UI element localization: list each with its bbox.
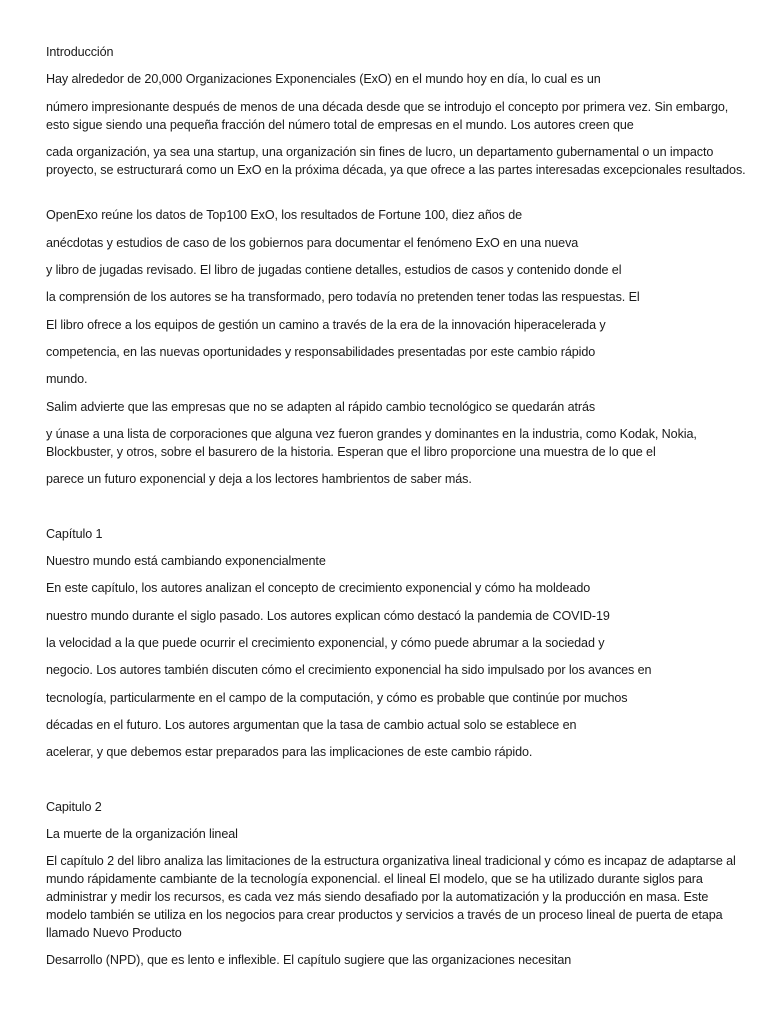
section-heading-introduccion: Introducción [46,45,114,59]
paragraph: competencia, en las nuevas oportunidades y responsabilidades presentadas por este cambio rápido [46,345,596,359]
paragraph: En este capítulo, los autores analizan el concepto de crecimiento exponencial y cómo ha moldeado [46,581,591,595]
paragraph: Salim advierte que las empresas que no se adapten al rápido cambio tecnológico se quedarán atrás [46,400,596,414]
paragraph: cada organización, ya sea una startup, una organización sin fines de lucro, un departamento gubernamental o un impacto proyecto, se estructurará como un ExO en la próxima década, ya que ofrece a las partes interesadas excepcionales resultados. [46,145,746,177]
paragraph: Desarrollo (NPD), que es lento e inflexible. El capítulo sugiere que las organizaciones necesitan [46,953,572,967]
paragraph: parece un futuro exponencial y deja a los lectores hambrientos de saber más. [46,472,472,486]
paragraph: décadas en el futuro. Los autores argumentan que la tasa de cambio actual solo se establece en [46,718,577,732]
paragraph: tecnología, particularmente en el campo de la computación, y cómo es probable que continúe por muchos [46,691,628,705]
paragraph: OpenExo reúne los datos de Top100 ExO, los resultados de Fortune 100, diez años de [46,208,523,222]
paragraph: y únase a una lista de corporaciones que alguna vez fueron grandes y dominantes en la industria, como Kodak, Nokia, Blockbuster, y otros, sobre el basurero de la historia. Esperan que el libro proporcione una muestra de lo que el [46,427,697,459]
paragraph: mundo. [46,372,88,386]
paragraph: la comprensión de los autores se ha transformado, pero todavía no pretenden tener todas las respuestas. El [46,290,640,304]
chapter-heading-1: Capítulo 1 [46,527,103,541]
chapter-title-1: Nuestro mundo está cambiando exponencialmente [46,554,326,568]
paragraph: El capítulo 2 del libro analiza las limitaciones de la estructura organizativa lineal tradicional y cómo es incapaz de adaptarse al mundo rápidamente cambiante de la tecnología exponencial. el lineal El modelo, que se ha utilizado durante siglos para administrar y medir los recursos, es cada vez más siendo desafiado por la automatización y la producción en masa. Este modelo también se utiliza en los negocios para crear productos y servicios a través de un proceso lineal de puerta de etapa llamado Nuevo Producto [46,854,736,940]
chapter-heading-2: Capitulo 2 [46,800,102,814]
paragraph: anécdotas y estudios de caso de los gobiernos para documentar el fenómeno ExO en una nueva [46,236,579,250]
paragraph: y libro de jugadas revisado. El libro de jugadas contiene detalles, estudios de casos y contenido donde el [46,263,622,277]
paragraph: nuestro mundo durante el siglo pasado. Los autores explican cómo destacó la pandemia de COVID-19 [46,609,610,623]
paragraph: la velocidad a la que puede ocurrir el crecimiento exponencial, y cómo puede abrumar a la sociedad y [46,636,605,650]
chapter-title-2: La muerte de la organización lineal [46,827,238,841]
paragraph: negocio. Los autores también discuten cómo el crecimiento exponencial ha sido impulsado por los avances en [46,663,652,677]
paragraph: número impresionante después de menos de una década desde que se introdujo el concepto por primera vez. Sin embargo, esto sigue siendo una pequeña fracción del número total de empresas en el mundo. Los autores creen que [46,100,729,132]
paragraph: acelerar, y que debemos estar preparados para las implicaciones de este cambio rápido. [46,745,533,759]
paragraph: El libro ofrece a los equipos de gestión un camino a través de la era de la innovación hiperacelerada y [46,318,606,332]
paragraph: Hay alrededor de 20,000 Organizaciones Exponenciales (ExO) en el mundo hoy en día, lo cual es un [46,72,601,86]
